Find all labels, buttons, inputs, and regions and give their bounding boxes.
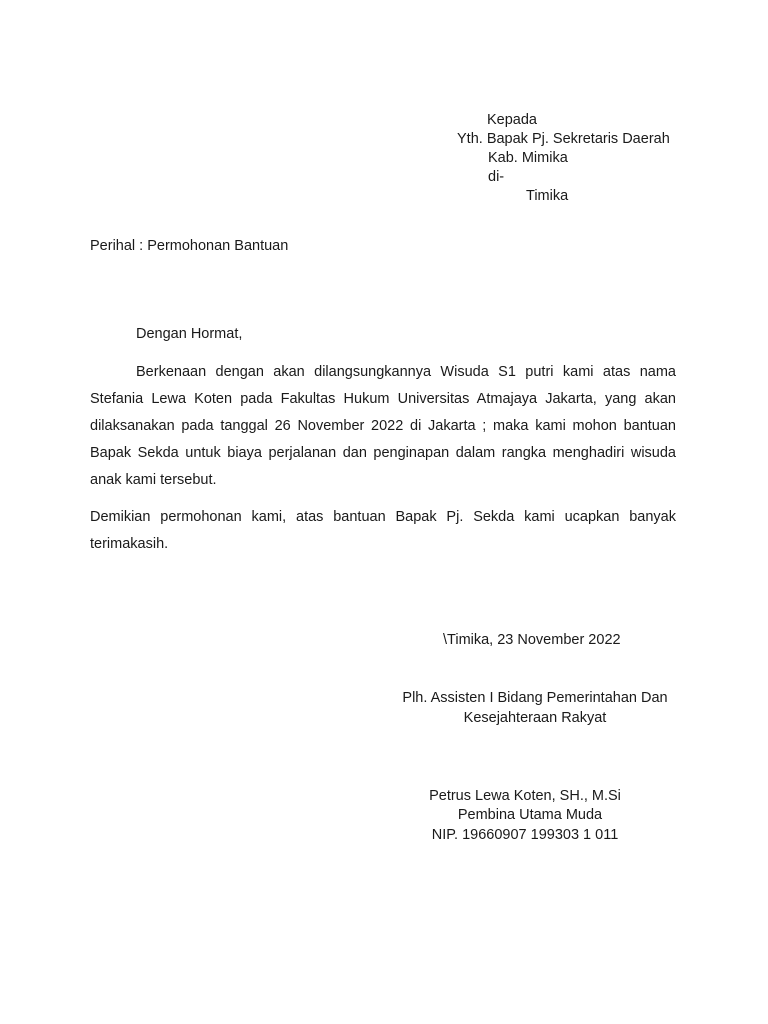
signer-position-line-1: Plh. Assisten I Bidang Pemerintahan Dan [402, 690, 668, 706]
body-paragraph-2 [90, 504, 676, 558]
signer-position-line-2: Kesejahteraan Rakyat [463, 710, 607, 726]
signer-name: Petrus Lewa Koten, SH., M.Si [429, 788, 621, 804]
signer-rank: Pembina Utama Muda [457, 807, 603, 823]
place-date: \Timika, 23 November 2022 [443, 632, 621, 648]
body-paragraph-1-text: Berkenaan dengan akan dilangsungkannya Wisuda S1 putri kami atas nama Stefania Lewa Koten pada Fakultas Hukum Universitas Atmajaya Jakarta, yang akan dilaksanakan pada tanggal 26 November 2022 di Jakarta ; maka kami mohon bantuan Bapak Sekda untuk biaya perjalanan dan penginapan dalam rangka menghadiri wisuda anak kami tersebut. [90, 364, 676, 488]
body-paragraph-1 [90, 359, 676, 494]
recipient-city: Timika [526, 188, 569, 204]
recipient-regency: Kab. Mimika [488, 150, 568, 166]
letter-salutation: Dengan Hormat, [136, 326, 243, 342]
recipient-di: di- [488, 169, 505, 185]
recipient-kepada: Kepada [487, 112, 537, 128]
letter-subject: Perihal : Permohonan Bantuan [90, 238, 289, 254]
recipient-title: Yth. Bapak Pj. Sekretaris Daerah [457, 131, 670, 147]
body-paragraph-2-text: Demikian permohonan kami, atas bantuan Bapak Pj. Sekda kami ucapkan banyak terimakasih. [90, 509, 676, 552]
signer-nip: NIP. 19660907 199303 1 011 [431, 827, 619, 843]
